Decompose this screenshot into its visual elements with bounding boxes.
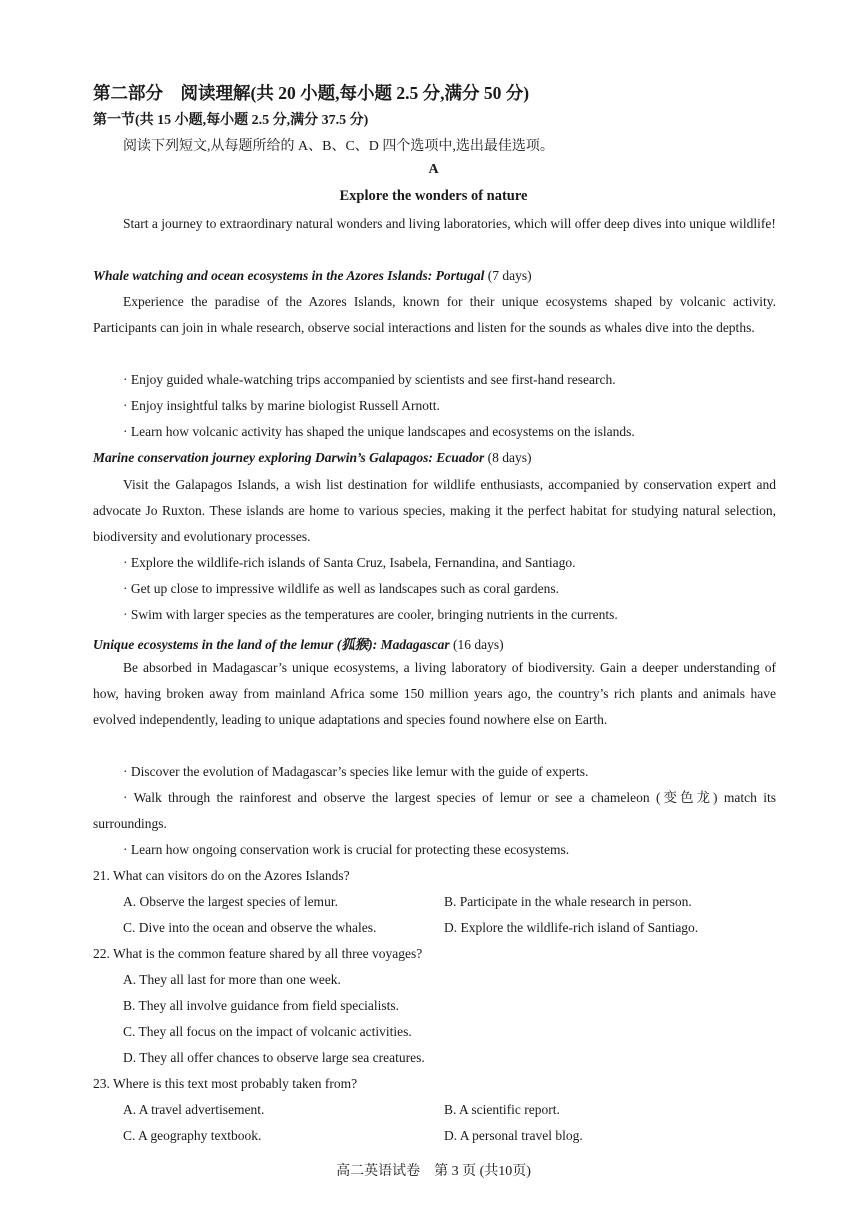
tour-bullet: · Learn how ongoing conservation work is crucial for protecting these ecosystems.	[123, 842, 570, 857]
answer-option: C. A geography textbook.	[123, 1128, 262, 1143]
answer-option: C. They all focus on the impact of volcanic activities.	[123, 1024, 412, 1039]
answer-option: A. They all last for more than one week.	[123, 972, 341, 987]
answer-option: B. Participate in the whale research in person.	[444, 894, 692, 909]
passage-letter: A	[428, 162, 439, 177]
tour-duration: (8 days)	[487, 450, 532, 465]
tour-bullet: · Discover the evolution of Madagascar’s species like lemur with the guide of experts.	[123, 764, 589, 779]
tour-description: Visit the Galapagos Islands, a wish list destination for wildlife enthusiasts, accompanied by conservation expert and advocate Jo Ruxton. These islands are home to various species, making it the perfect habitat for studying natural selection, biodiversity and evolutionary processes.	[93, 477, 776, 544]
answer-option: B. They all involve guidance from field specialists.	[123, 998, 400, 1013]
tour-bullet: · Swim with larger species as the temperatures are cooler, bringing nutrients in the currents.	[123, 607, 618, 622]
instruction: 阅读下列短文,从每题所给的 A、B、C、D 四个选项中,选出最佳选项。	[123, 139, 554, 154]
answer-option: A. A travel advertisement.	[123, 1102, 265, 1117]
tour-duration: (7 days)	[487, 268, 532, 283]
question-stem: 23. Where is this text most probably taken from?	[93, 1076, 358, 1091]
tour-heading	[93, 633, 504, 653]
part-title: 第二部分 阅读理解(共 20 小题,每小题 2.5 分,满分 50 分)	[93, 83, 530, 103]
answer-option: D. Explore the wildlife-rich island of Santiago.	[444, 920, 699, 935]
tour-heading	[93, 450, 532, 466]
tour-description: Be absorbed in Madagascar’s unique ecosystems, a living laboratory of biodiversity. Gain a deeper understanding of how, having broken away from mainland Africa some 150 million years ago, the country’s rich plants and animals have evolved independently, leading to unique adaptations and species found nowhere else on Earth.	[93, 660, 776, 727]
tour-bullet: · Explore the wildlife-rich islands of Santa Cruz, Isabela, Fernandina, and Santiago.	[123, 555, 576, 570]
question-stem: 21. What can visitors do on the Azores Islands?	[93, 868, 350, 883]
section-title: 第一节(共 15 小题,每小题 2.5 分,满分 37.5 分)	[93, 113, 369, 128]
question-stem: 22. What is the common feature shared by all three voyages?	[93, 946, 423, 961]
tour-name: Unique ecosystems in the land of the lemur (狐猴): Madagascar	[93, 637, 450, 652]
tour-duration: (16 days)	[453, 637, 504, 652]
tour-name: Marine conservation journey exploring Darwin’s Galapagos: Ecuador	[93, 450, 485, 465]
passage-title: Explore the wonders of nature	[339, 188, 528, 204]
tour-name: Whale watching and ocean ecosystems in the Azores Islands: Portugal	[93, 268, 485, 283]
tour-heading	[93, 268, 532, 284]
passage-intro: Start a journey to extraordinary natural wonders and living laboratories, which will offer deep dives into unique wildlife!	[123, 216, 776, 231]
answer-option: B. A scientific report.	[444, 1102, 560, 1117]
tour-description: Experience the paradise of the Azores Islands, known for their unique ecosystems shaped by volcanic activity. Participants can join in whale research, observe social interactions and listen for the sounds as whales dive into the depths.	[93, 294, 776, 335]
tour-bullet: · Learn how volcanic activity has shaped the unique landscapes and ecosystems on the islands.	[123, 424, 635, 439]
answer-option: C. Dive into the ocean and observe the whales.	[123, 920, 377, 935]
tour-bullet: · Get up close to impressive wildlife as well as landscapes such as coral gardens.	[123, 581, 559, 596]
answer-option: A. Observe the largest species of lemur.	[123, 894, 338, 909]
tour-bullet: · Enjoy guided whale-watching trips accompanied by scientists and see first-hand research.	[123, 372, 616, 387]
page-footer: 高二英语试卷 第 3 页 (共10页)	[336, 1164, 531, 1179]
tour-bullet: · Walk through the rainforest and observe the largest species of lemur or see a chameleon (变色龙) match its surroundings.	[93, 790, 776, 831]
answer-option: D. They all offer chances to observe large sea creatures.	[123, 1050, 425, 1065]
answer-option: D. A personal travel blog.	[444, 1128, 583, 1143]
tour-bullet: · Enjoy insightful talks by marine biologist Russell Arnott.	[123, 398, 440, 413]
